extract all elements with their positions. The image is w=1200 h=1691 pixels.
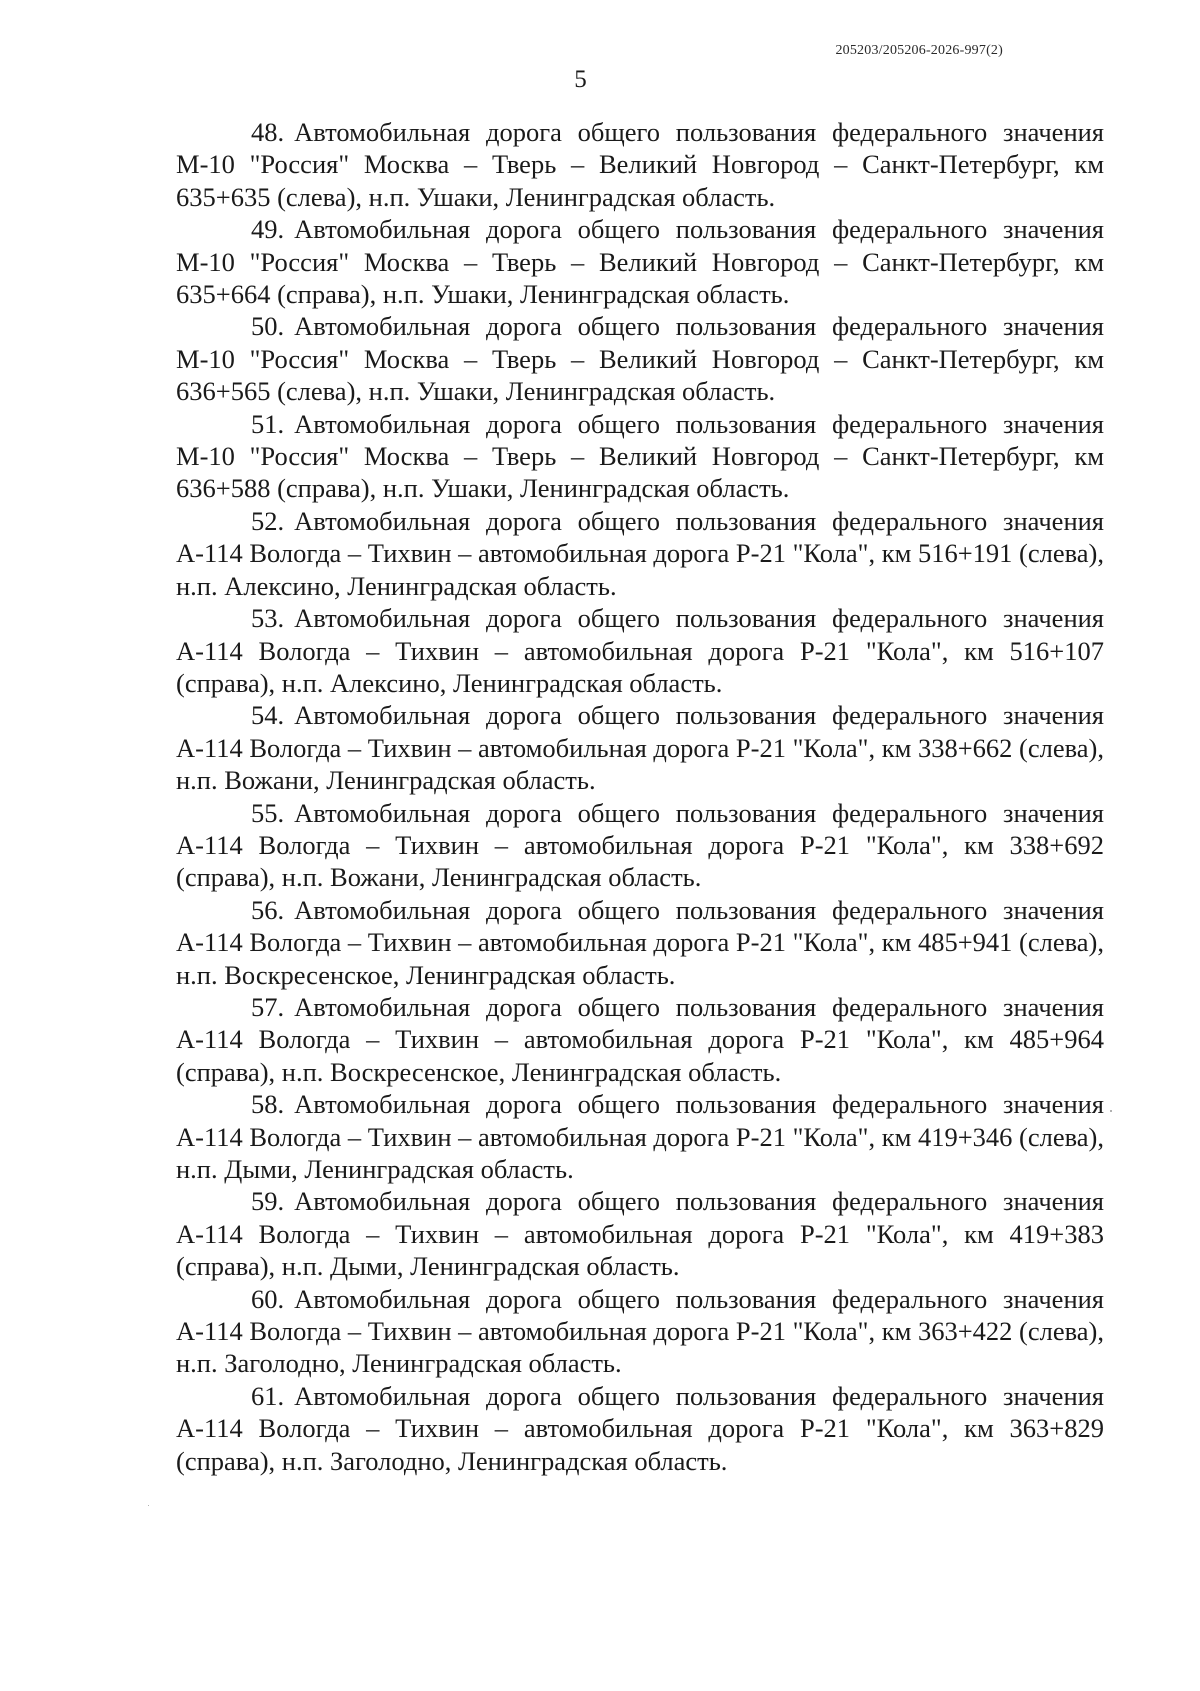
item-number: 50. [251, 311, 285, 342]
item-number: 53. [251, 603, 285, 634]
scan-artifact [1110, 1110, 1112, 1112]
item-number: 58. [251, 1089, 285, 1120]
item-text: Автомобильная дорога общего пользования федерального значения А-114 Вологда – Тихвин – автомобильная дорога Р-21 "Кола", км 338+692 (справа), н.п. Вожани, Ленинградская область. [176, 797, 1104, 893]
document-registration-number: 205203/205206-2026-997(2) [835, 43, 1003, 58]
list-item [176, 894, 1104, 991]
list-item [176, 116, 1104, 213]
list-item [176, 1185, 1104, 1282]
item-text: Автомобильная дорога общего пользования федерального значения А-114 Вологда – Тихвин – автомобильная дорога Р-21 "Кола", км 419+383 (справа), н.п. Дыми, Ленинградская область. [176, 1186, 1104, 1282]
item-text: Автомобильная дорога общего пользования федерального значения А-114 Вологда – Тихвин – автомобильная дорога Р-21 "Кола", км 485+964 (справа), н.п. Воскресенское, Ленинградская область. [176, 991, 1104, 1087]
item-text: Автомобильная дорога общего пользования федерального значения А-114 Вологда – Тихвин – автомобильная дорога Р-21 "Кола", км 516+107 (справа), н.п. Алексино, Ленинградская область. [176, 603, 1104, 698]
item-text: Автомобильная дорога общего пользования федерального значения М-10 "Россия" Москва – Тверь – Великий Новгород – Санкт-Петербург, км 636+565 (слева), н.п. Ушаки, Ленинградская область. [176, 311, 1104, 407]
list-item [176, 505, 1104, 602]
item-number: 60. [251, 1283, 285, 1314]
item-text: Автомобильная дорога общего пользования федерального значения М-10 "Россия" Москва – Тверь – Великий Новгород – Санкт-Петербург, км 636+588 (справа), н.п. Ушаки, Ленинградская область. [176, 408, 1104, 504]
list-item [176, 797, 1104, 894]
list-item [176, 1088, 1104, 1185]
item-number: 52. [251, 505, 285, 536]
list-item [176, 1283, 1104, 1380]
item-number: 57. [251, 991, 285, 1022]
item-text: Автомобильная дорога общего пользования федерального значения А-114 Вологда – Тихвин – автомобильная дорога Р-21 "Кола", км 363+422 (слева), н.п. Заголодно, Ленинградская область. [176, 1283, 1104, 1379]
item-number: 56. [251, 894, 285, 925]
page-number: 5 [574, 66, 587, 93]
document-body [176, 116, 1104, 1477]
list-item [176, 602, 1104, 699]
scan-artifact [148, 1505, 149, 1506]
item-number: 49. [251, 214, 285, 245]
item-number: 59. [251, 1186, 285, 1217]
item-number: 54. [251, 700, 285, 731]
list-item [176, 1380, 1104, 1477]
item-text: Автомобильная дорога общего пользования федерального значения А-114 Вологда – Тихвин – автомобильная дорога Р-21 "Кола", км 516+191 (слева), н.п. Алексино, Ленинградская область. [176, 505, 1104, 601]
list-item [176, 991, 1104, 1088]
list-item [176, 408, 1104, 505]
item-number: 48. [251, 117, 285, 147]
item-text: Автомобильная дорога общего пользования федерального значения М-10 "Россия" Москва – Тверь – Великий Новгород – Санкт-Петербург, км 635+664 (справа), н.п. Ушаки, Ленинградская область. [176, 214, 1104, 310]
item-number: 61. [251, 1380, 285, 1411]
item-text: Автомобильная дорога общего пользования федерального значения А-114 Вологда – Тихвин – автомобильная дорога Р-21 "Кола", км 419+346 (слева), н.п. Дыми, Ленинградская область. [176, 1089, 1104, 1184]
list-item [176, 213, 1104, 310]
list-item [176, 310, 1104, 407]
item-text: Автомобильная дорога общего пользования федерального значения А-114 Вологда – Тихвин – автомобильная дорога Р-21 "Кола", км 363+829 (справа), н.п. Заголодно, Ленинградская область. [176, 1380, 1104, 1476]
list-item [176, 699, 1104, 796]
item-text: Автомобильная дорога общего пользования федерального значения М-10 "Россия" Москва – Тверь – Великий Новгород – Санкт-Петербург, км 635+635 (слева), н.п. Ушаки, Ленинградская область. [176, 117, 1104, 212]
item-number: 55. [251, 797, 285, 828]
item-text: Автомобильная дорога общего пользования федерального значения А-114 Вологда – Тихвин – автомобильная дорога Р-21 "Кола", км 338+662 (слева), н.п. Вожани, Ленинградская область. [176, 700, 1104, 796]
item-number: 51. [251, 408, 285, 439]
item-text: Автомобильная дорога общего пользования федерального значения А-114 Вологда – Тихвин – автомобильная дорога Р-21 "Кола", км 485+941 (слева), н.п. Воскресенское, Ленинградская область. [176, 894, 1104, 990]
